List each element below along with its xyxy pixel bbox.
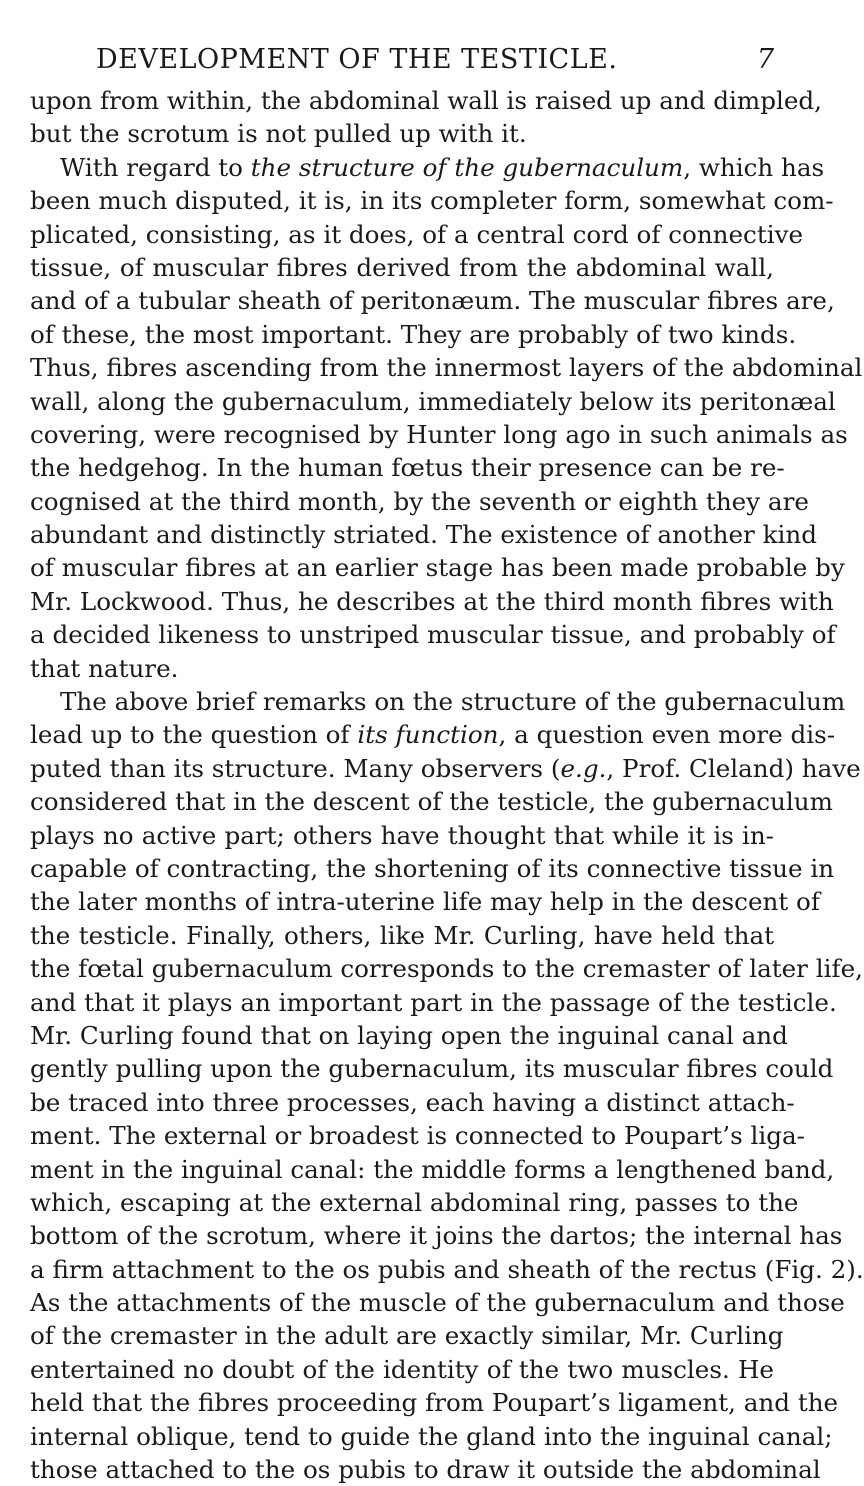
text-segment: considered that in the descent of the testicle, the gubernaculum [30, 787, 833, 817]
text-line [30, 351, 863, 384]
text-line [30, 1119, 805, 1152]
text-segment: the testicle. Finally, others, like Mr. Curling, have held that [30, 920, 774, 950]
text-line [30, 919, 774, 952]
text-segment: The above brief remarks on the structure of the gubernaculum [60, 687, 846, 717]
text-line [30, 184, 834, 217]
italic-phrase: its function [357, 720, 499, 750]
text-segment: held that the fibres proceeding from Poupart’s ligament, and the [30, 1388, 839, 1418]
text-line [30, 585, 834, 618]
text-line [30, 952, 863, 985]
text-line [30, 819, 774, 852]
text-segment: Mr. Lockwood. Thus, he describes at the third month fibres with [30, 586, 834, 616]
text-segment: been much disputed, it is, in its completer form, somewhat com- [30, 186, 834, 216]
text-line [30, 1019, 788, 1052]
text-segment: , which has [683, 152, 825, 182]
text-segment: cognised at the third month, by the seventh or eighth they are [30, 486, 809, 516]
text-segment: that nature. [30, 653, 179, 683]
italic-phrase: e.g. [560, 753, 607, 783]
text-segment: a firm attachment to the os pubis and sheath of the rectus (Fig. 2). [30, 1254, 864, 1284]
text-segment: a decided likeness to unstriped muscular tissue, and probably of [30, 620, 836, 650]
text-segment: but the scrotum is not pulled up with it. [30, 119, 527, 149]
text-segment: gently pulling upon the gubernaculum, its muscular fibres could [30, 1054, 834, 1084]
italic-phrase: the structure of the gubernaculum [250, 152, 684, 182]
text-segment: of the cremaster in the adult are exactly similar, Mr. Curling [30, 1321, 784, 1351]
text-segment: the later months of intra-uterine life may help in the descent of [30, 887, 820, 917]
text-line [30, 1086, 795, 1119]
body-text [30, 84, 864, 1486]
text-line [30, 1052, 834, 1085]
text-line [30, 218, 804, 251]
text-line [30, 551, 845, 584]
text-line [30, 318, 797, 351]
text-line [30, 752, 861, 785]
text-segment: , a question even more dis- [498, 720, 836, 750]
text-segment: the fœtal gubernaculum corresponds to the cremaster of later life, [30, 954, 863, 984]
text-line [30, 151, 825, 184]
text-segment: tissue, of muscular fibres derived from the abdominal wall, [30, 252, 774, 282]
text-segment: capable of contracting, the shortening of its connective tissue in [30, 853, 835, 883]
text-segment: bottom of the scrotum, where it joins the dartos; the internal has [30, 1221, 843, 1251]
text-line [30, 1153, 835, 1186]
text-line [30, 885, 820, 918]
running-head [30, 44, 774, 80]
text-line [30, 418, 848, 451]
text-segment: which, escaping at the external abdominal ring, passes to the [30, 1187, 799, 1217]
text-segment: With regard to [60, 152, 251, 182]
text-line [30, 84, 822, 117]
text-segment: and of a tubular sheath of peritonæum. The muscular fibres are, [30, 286, 835, 316]
text-line [30, 1353, 774, 1386]
text-segment: covering, were recognised by Hunter long ago in such animals as [30, 419, 848, 449]
text-segment: and that it plays an important part in the passage of the testicle. [30, 987, 837, 1017]
text-segment: puted than its structure. Many observers ( [30, 753, 561, 783]
text-line [30, 1453, 821, 1486]
text-line [30, 117, 774, 150]
text-line [30, 1219, 843, 1252]
text-segment: of muscular fibres at an earlier stage has been made probable by [30, 553, 845, 583]
text-segment: Mr. Curling found that on laying open the inguinal canal and [30, 1020, 788, 1050]
text-line [30, 652, 774, 685]
text-segment: entertained no doubt of the identity of the two muscles. He [30, 1354, 774, 1384]
text-line [30, 1386, 839, 1419]
text-segment: As the attachments of the muscle of the gubernaculum and those [30, 1288, 845, 1318]
text-segment: ment. The external or broadest is connected to Poupart’s liga- [30, 1121, 805, 1151]
running-title: DEVELOPMENT OF THE TESTICLE. [96, 44, 618, 75]
text-segment: abundant and distinctly striated. The existence of another kind [30, 520, 817, 550]
text-line [30, 451, 785, 484]
text-line [30, 518, 817, 551]
text-segment: plicated, consisting, as it does, of a central cord of connective [30, 219, 804, 249]
text-line [30, 284, 835, 317]
text-line [30, 618, 836, 651]
text-segment: ment in the inguinal canal: the middle forms a lengthened band, [30, 1154, 835, 1184]
text-line [30, 251, 774, 284]
text-line [30, 385, 836, 418]
text-line [30, 685, 846, 718]
text-segment: lead up to the question of [30, 720, 358, 750]
text-segment: be traced into three processes, each having a distinct attach- [30, 1087, 795, 1117]
text-segment: plays no active part; others have thought that while it is in- [30, 820, 774, 850]
text-line [30, 1420, 833, 1453]
text-segment: wall, along the gubernaculum, immediately below its peritonæal [30, 386, 836, 416]
text-segment: of these, the most important. They are probably of two kinds. [30, 319, 797, 349]
text-segment: , Prof. Cleland) have [606, 753, 861, 783]
page-number: 7 [756, 44, 774, 75]
text-segment: the hedgehog. In the human fœtus their presence can be re- [30, 453, 785, 483]
text-segment: internal oblique, tend to guide the gland into the inguinal canal; [30, 1421, 833, 1451]
text-line [30, 986, 837, 1019]
text-segment: Thus, fibres ascending from the innermost layers of the abdominal [30, 353, 863, 383]
text-segment: those attached to the os pubis to draw it outside the abdominal [30, 1455, 821, 1485]
text-line [30, 785, 833, 818]
text-line [30, 852, 835, 885]
text-segment: upon from within, the abdominal wall is raised up and dimpled, [30, 86, 822, 115]
text-line [30, 718, 836, 751]
text-line [30, 485, 809, 518]
text-line [30, 1319, 784, 1352]
text-line [30, 1186, 799, 1219]
text-line [30, 1253, 864, 1286]
text-line [30, 1286, 845, 1319]
